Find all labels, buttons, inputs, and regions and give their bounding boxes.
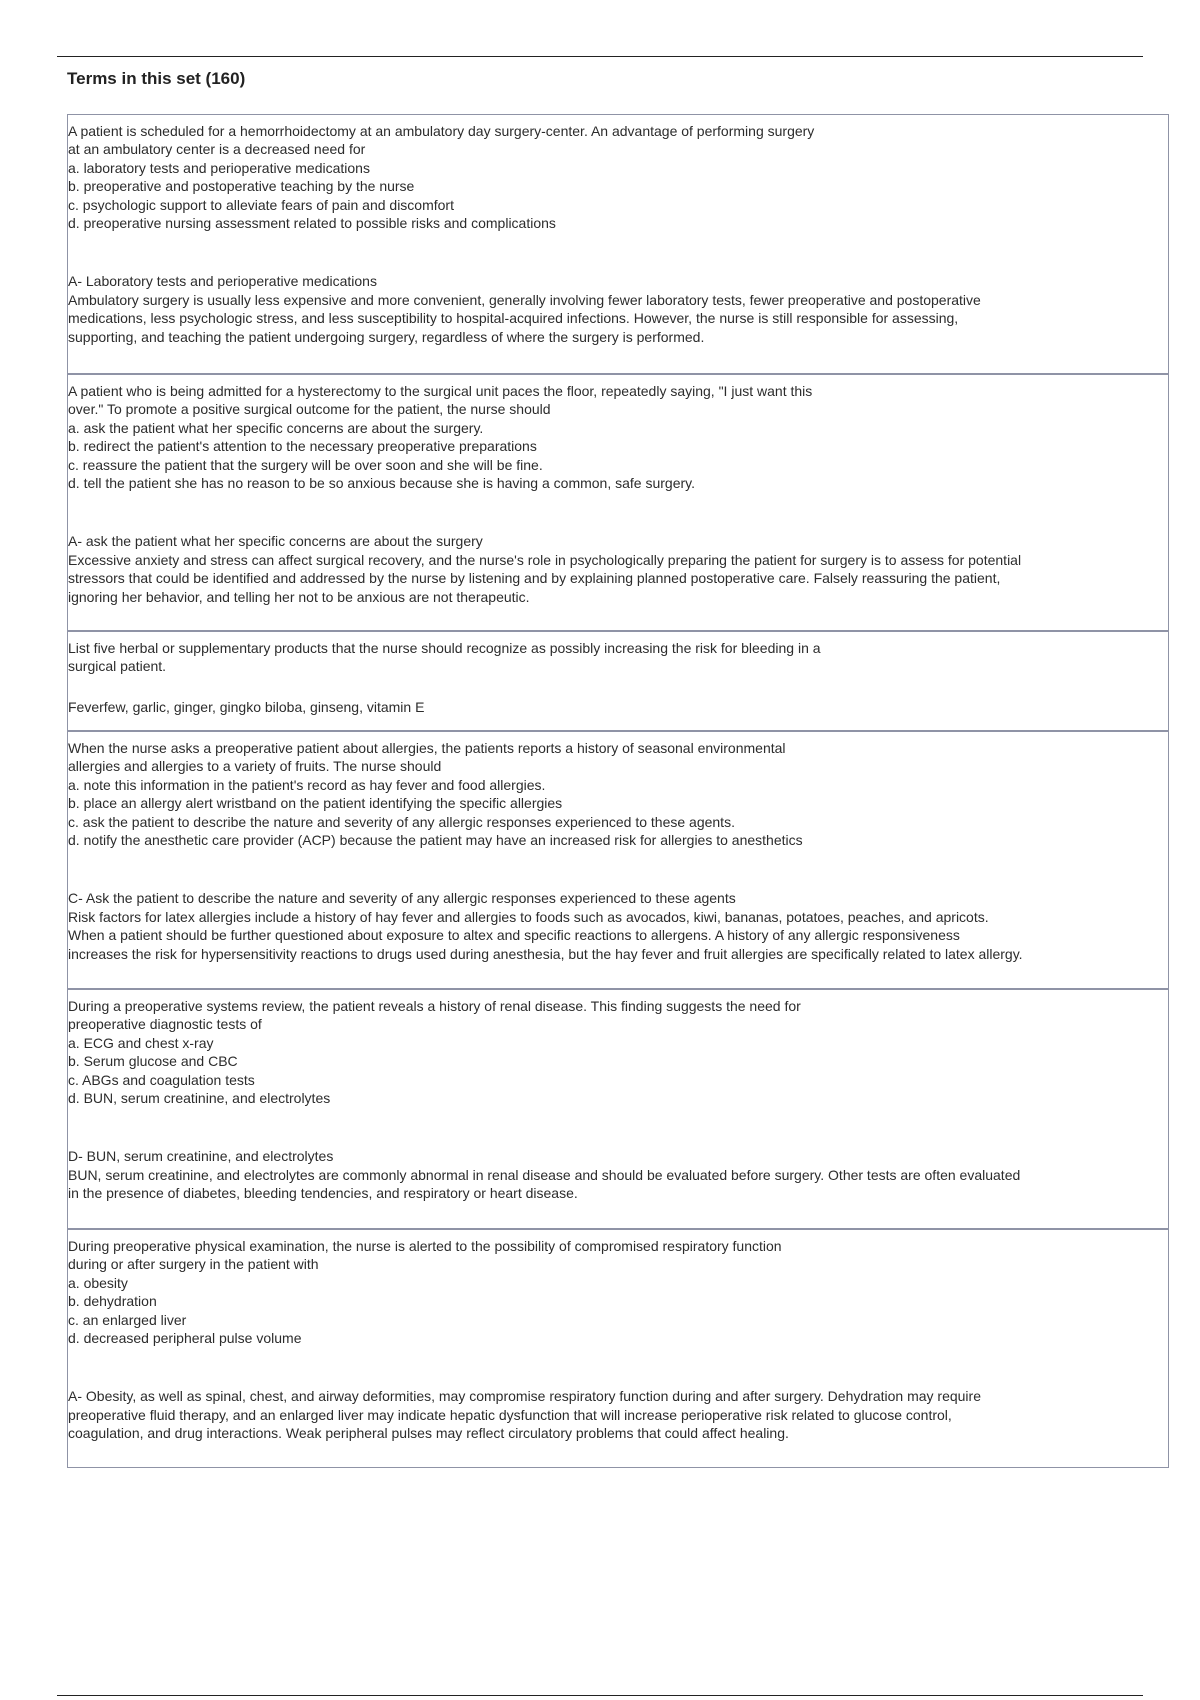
card-term: When the nurse asks a preoperative patient about allergies, the patients reports a history of seasonal environmental allergies and allergies to a variety of fruits. The nurse should a. note this information in the patient's record as hay fever and food allergies. b. place an allergy alert wristband on the patient identifying the specific allergies c. ask the patient to describe the nature and severity of any allergic responses experienced to these agents. d. notify the anesthetic care provider (ACP) because the patient may have an increased risk for allergies to anesthetics bbox=[68, 740, 803, 849]
card-term: During a preoperative systems review, the patient reveals a history of renal disease. This finding suggests the need for preoperative diagnostic tests of a. ECG and chest x-ray b. Serum glucose and CBC c. ABGs and coagulation tests d. BUN, serum creatinine, and electrolytes bbox=[68, 998, 801, 1107]
card-term: During preoperative physical examination, the nurse is alerted to the possibility of compromised respiratory function during or after surgery in the patient with a. obesity b. dehydration c. an enlarged liver d. decreased peripheral pulse volume bbox=[68, 1238, 782, 1347]
card-term: A patient is scheduled for a hemorrhoidectomy at an ambulatory day surgery-center. An advantage of performing surgery at an ambulatory center is a decreased need for a. laboratory tests and perioperative medications b. preoperative and postoperative teaching by the nurse c. psychologic support to alleviate fears of pain and discomfort d. preoperative nursing assessment related to possible risks and complications bbox=[68, 123, 815, 232]
top-divider bbox=[57, 56, 1143, 57]
card-definition: A- Laboratory tests and perioperative medications Ambulatory surgery is usually less expensive and more convenient, generally involving fewer laboratory tests, fewer preoperative and postoperative medications, less psychologic stress, and less susceptibility to hospital-acquired infections. However, the nurse is still responsible for assessing, supporting, and teaching the patient undergoing surgery, regardless of where the surgery is performed. bbox=[68, 273, 981, 345]
card-definition: D- BUN, serum creatinine, and electrolytes BUN, serum creatinine, and electrolytes are commonly abnormal in renal disease and should be evaluated before surgery. Other tests are often evaluated in the presence of diabetes, bleeding tendencies, and respiratory or heart disease. bbox=[68, 1148, 1021, 1202]
card-definition: C- Ask the patient to describe the nature and severity of any allergic responses experienced to these agents Risk factors for latex allergies include a history of hay fever and allergies to foods such as avocados, kiwi, bananas, potatoes, peaches, and apricots. When a patient should be further questioned about exposure to altex and specific reactions to allergens. A history of any allergic responsiveness increases the risk for hypersensitivity reactions to drugs used during anesthesia, but the hay fever and fruit allergies are specifically related to latex allergy. bbox=[68, 890, 1023, 962]
flashcard bbox=[68, 988, 1168, 1228]
card-definition: A- ask the patient what her specific concerns are about the surgery Excessive anxiety and stress can affect surgical recovery, and the nurse's role in psychologically preparing the patient for surgery is to assess for potential stressors that could be identified and addressed by the nurse by listening and by explaining planned postoperative care. Falsely reassuring the patient, ignoring her behavior, and telling her not to be anxious are not therapeutic. bbox=[68, 533, 1022, 605]
set-title: Terms in this set (160) bbox=[67, 69, 246, 88]
card-definition: A- Obesity, as well as spinal, chest, and airway deformities, may compromise respiratory function during and after surgery. Dehydration may require preoperative fluid therapy, and an enlarged liver may indicate hepatic dysfunction that will increase perioperative risk related to glucose control, coagulation, and drug interactions. Weak peripheral pulses may reflect circulatory problems that could affect healing. bbox=[68, 1388, 981, 1442]
flashcard bbox=[68, 115, 1168, 373]
flashcard bbox=[68, 730, 1168, 988]
card-definition: Feverfew, garlic, ginger, gingko biloba, ginseng, vitamin E bbox=[68, 698, 425, 715]
card-term: A patient who is being admitted for a hysterectomy to the surgical unit paces the floor, repeatedly saying, "I just want this over." To promote a positive surgical outcome for the patient, the nurse should a. ask the patient what her specific concerns are about the surgery. b. redirect the patient's attention to the necessary preoperative preparations c. reassure the patient that the surgery will be over soon and she will be fine. d. tell the patient she has no reason to be so anxious because she is having a common, safe surgery. bbox=[68, 383, 813, 492]
flashcard bbox=[68, 373, 1168, 630]
flashcard bbox=[68, 630, 1168, 730]
bottom-divider bbox=[57, 1695, 1143, 1696]
card-term: List five herbal or supplementary products that the nurse should recognize as possibly increasing the risk for bleeding in a surgical patient. bbox=[68, 640, 821, 675]
flashcard-list bbox=[67, 114, 1169, 1468]
flashcard bbox=[68, 1228, 1168, 1467]
